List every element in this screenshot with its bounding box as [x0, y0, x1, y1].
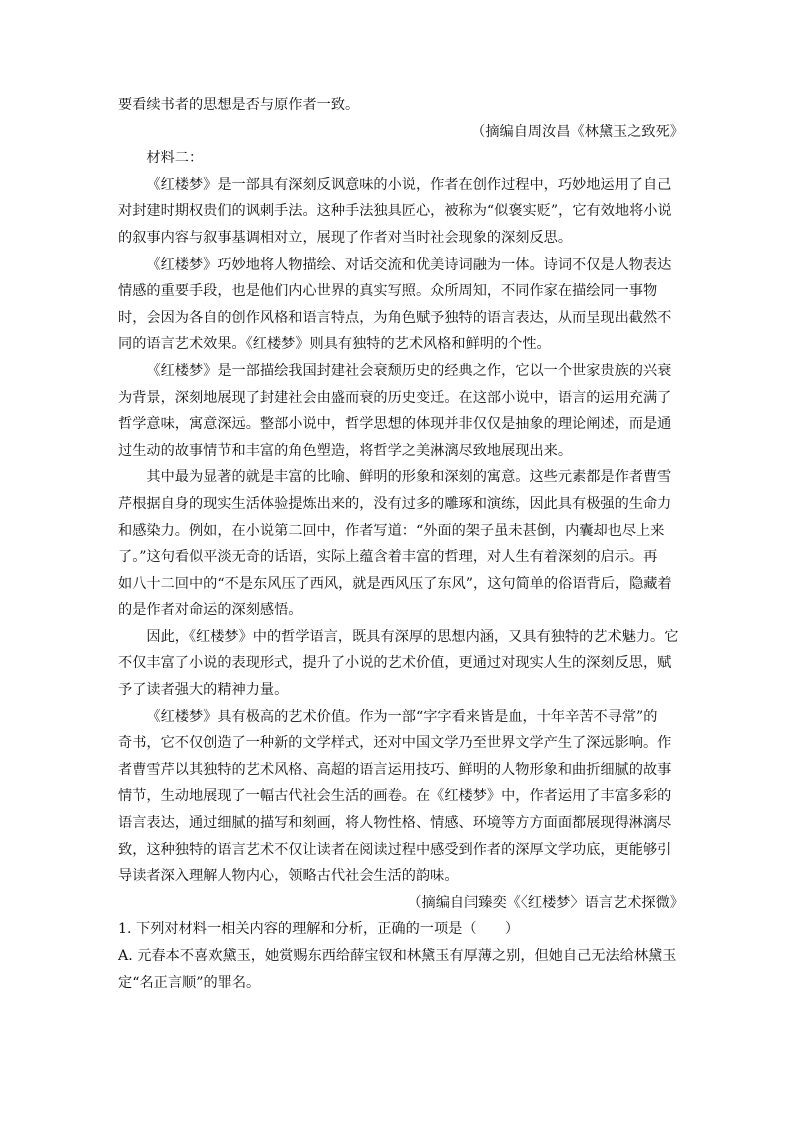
paragraph-5: 因此，《红楼梦》中的哲学语言，既具有深厚的思想内涵，又具有独特的艺术魅力。它 不仅丰富了小说的表现形式，提升了小说的艺术价值，更通过对现实人生的深刻反思，赋 予了读者强大的精神力量。	[118, 628, 679, 699]
paragraph-6: 《红楼梦》具有极高的艺术价值。作为一部“字字看来皆是血，十年辛苦不寻常”的 奇书，它不仅创造了一种新的文学样式，还对中国文学乃至世界文学产生了深远影响。作 者曹雪芹以其独特的艺术风格、高超的语言运用技巧、鲜明的人物形象和曲折细腻的故事 情节，生动地展现了一幅古代社会生活的画卷。在《红楼梦》中，作者运用了丰富多彩的 语言表达，通过细腻的描写和刻画，将人物性格、情感、环境等方方面面都展现得淋漓尽 致，这种独特的语言艺术不仅让读者在阅读过程中感受到作者的深厚文学功底，更能够引 导读者深入理解人物内心，领略古代社会生活的韵味。	[118, 708, 672, 885]
paragraph-1: 《红楼梦》是一部具有深刻反讽意味的小说，作者在创作过程中，巧妙地运用了自己 对封建时期权贵们的讽刺手法。这种手法独具匠心，被称为“似褒实贬”，它有效地将小说 的叙事内容与叙事基调相对立，展现了作者对当时社会现象的深刻反思。	[118, 176, 672, 246]
paragraph-4: 其中最为显著的就是丰富的比喻、鲜明的形象和深刻的寓意。这些元素都是作者曹雪 芹根据自身的现实生活体验提炼出来的，没有过多的雕琢和演练，因此具有极强的生命力 和感染力。例如，在小说第二回中，作者写道：“外面的架子虽未甚倒，内囊却也尽上来 了。”这句看似平淡无奇的话语，实际上蕴含着丰富的哲理，对人生有着深刻的启示。再 如八十二回中的“不是东风压了西风，就是西风压了东风”，这句简单的俗语背后，隐藏着 的是作者对命运的深刻感悟。	[118, 469, 672, 619]
option-a: A. 元春本不喜欢黛玉，她赏赐东西给薛宝钗和林黛玉有厚薄之别，但她自己无法给林黛玉 定“名正言顺”的罪名。	[118, 948, 677, 991]
document-page	[118, 92, 684, 996]
material-two-heading: 材料二：	[146, 150, 204, 167]
source-citation-2: （摘编自闫臻奕《〈红楼梦〉语言艺术探微》	[407, 894, 684, 911]
paragraph-3: 《红楼梦》是一部描绘我国封建社会衰颓历史的经典之作，它以一个世家贵族的兴衰 为背景，深刻地展现了封建社会由盛而衰的历史变迁。在这部小说中，语言的运用充满了 哲学意味，寓意深远。整部小说中，哲学思想的体现并非仅仅是抽象的理论阐述，而是通 过生动的故事情节和丰富的角色塑造，将哲学之美淋漓尽致地展现出来。	[118, 362, 672, 459]
paragraph-2: 《红楼梦》巧妙地将人物描绘、对话交流和优美诗词融为一体。诗词不仅是人物表达 情感的重要手段，也是他们内心世界的真实写照。众所周知，不同作家在描绘同一事物 时，会因为各自的创作风格和语言特点，为角色赋予独特的语言表达，从而呈现出截然不 同的语言艺术效果。《红楼梦》则具有独特的艺术风格和鲜明的个性。	[118, 256, 672, 353]
continued-paragraph: 要看续书者的思想是否与原作者一致。	[118, 97, 360, 113]
source-citation-1: （摘编自周汝昌《林黛玉之致死》	[471, 123, 684, 140]
question-1: 1. 下列对材料一相关内容的理解和分析，正确的一项是（ ）	[118, 921, 520, 938]
